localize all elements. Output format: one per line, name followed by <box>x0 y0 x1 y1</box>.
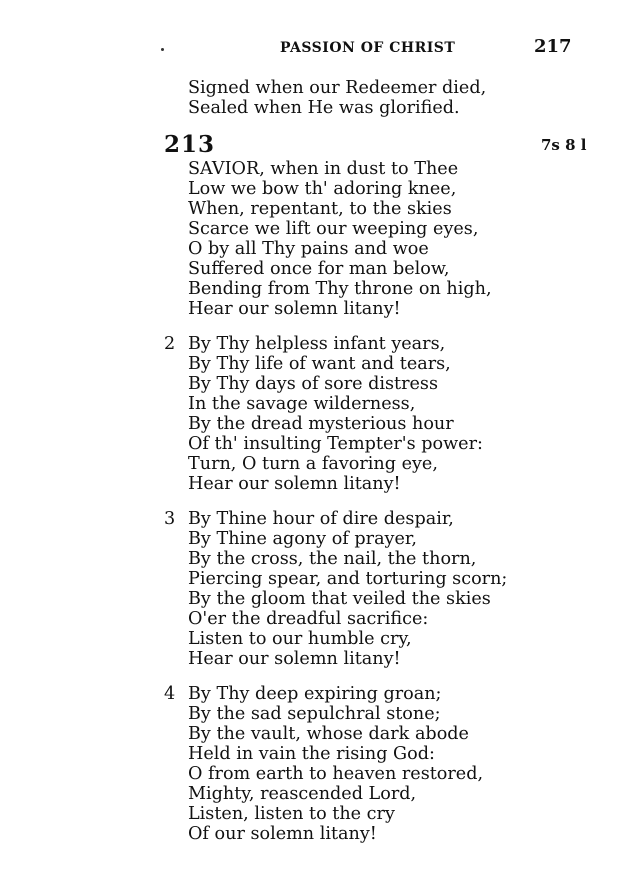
verse-line: By the vault, whose dark abode <box>188 724 469 744</box>
hymn-meter: 7s 8 l <box>541 136 587 154</box>
verse-line: O from earth to heaven restored, <box>188 764 484 784</box>
verse-line: Listen, listen to the cry <box>188 804 395 824</box>
verse-line: Hear our solemn litany! <box>188 474 401 494</box>
verse-line: Of th' insulting Tempter's power: <box>188 434 483 454</box>
verse-line: By the dread mysterious hour <box>188 414 454 434</box>
verse-line: Held in vain the rising God: <box>188 744 435 764</box>
verse-line: By Thy helpless infant years, <box>188 334 446 354</box>
stanza-number: 2 <box>164 334 176 354</box>
verse-line: Turn, O turn a favoring eye, <box>188 454 438 474</box>
verse-line: By Thy deep expiring groan; <box>188 684 442 704</box>
verse-line: Of our solemn litany! <box>188 824 377 844</box>
prev-hymn-line: Signed when our Redeemer died, <box>188 78 487 98</box>
verse-line: Low we bow th' adoring knee, <box>188 179 457 199</box>
prev-hymn-line: Sealed when He was glorified. <box>188 98 460 118</box>
verse-line: Bending from Thy throne on high, <box>188 279 492 299</box>
print-speck <box>161 48 164 51</box>
running-title: PASSION OF CHRIST <box>280 40 456 56</box>
verse-line: Hear our solemn litany! <box>188 649 401 669</box>
verse-line: Hear our solemn litany! <box>188 299 401 319</box>
verse-line: By the gloom that veiled the skies <box>188 589 491 609</box>
verse-line: By Thy days of sore distress <box>188 374 438 394</box>
verse-line: By Thine hour of dire despair, <box>188 509 454 529</box>
verse-line: When, repentant, to the skies <box>188 199 452 219</box>
verse-line: Mighty, reascended Lord, <box>188 784 417 804</box>
verse-line: By Thine agony of prayer, <box>188 529 417 549</box>
verse-line: By the cross, the nail, the thorn, <box>188 549 477 569</box>
verse-line: Scarce we lift our weeping eyes, <box>188 219 479 239</box>
verse-line: Suffered once for man below, <box>188 259 450 279</box>
stanza-number: 4 <box>164 684 176 704</box>
verse-line: In the savage wilderness, <box>188 394 416 414</box>
verse-line: By Thy life of want and tears, <box>188 354 451 374</box>
verse-line: By the sad sepulchral stone; <box>188 704 441 724</box>
hymn-number: 213 <box>164 131 216 158</box>
verse-line: Listen to our humble cry, <box>188 629 412 649</box>
verse-line: Piercing spear, and torturing scorn; <box>188 569 508 589</box>
page-number: 217 <box>534 36 572 57</box>
verse-line: O'er the dreadful sacrifice: <box>188 609 429 629</box>
verse-line: O by all Thy pains and woe <box>188 239 429 259</box>
stanza-number: 3 <box>164 509 176 529</box>
verse-line: SAVIOR, when in dust to Thee <box>188 159 459 179</box>
